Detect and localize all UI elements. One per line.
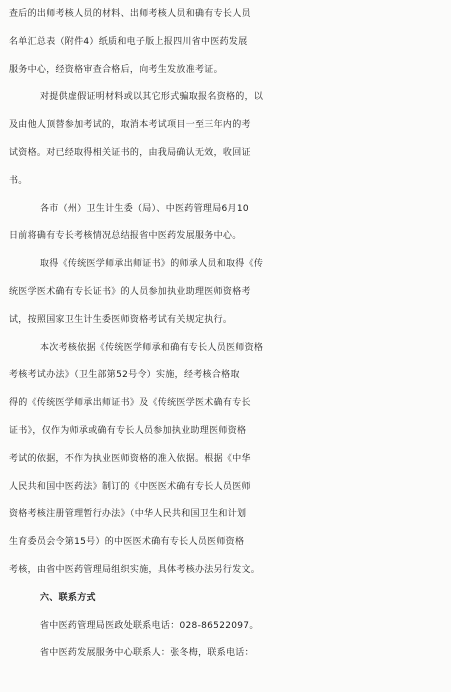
section-heading: 六、联系方式 [40,592,96,603]
text-line: 书。 [9,175,28,186]
text-line: 名单汇总表（附件4）纸质和电子版上报四川省中医药发展 [9,36,248,47]
text-line: 得的《传统医学师承出师证书》及《传统医学医术确有专长 [9,398,251,409]
text-line: 生育委员会令第15号）的中医医术确有专长人员医师资格 [9,537,245,548]
text-line: 日前将确有专长考核情况总结报省中医药发展服务中心。 [9,231,242,242]
text-line: 对提供虚假证明材料或以其它形式骗取报名资格的，以 [40,92,264,103]
text-line: 试，按照国家卫生计生委医师资格考试有关规定执行。 [9,314,233,325]
text-line: 证书》，仅作为师承或确有专长人员参加执业助理医师资格 [9,426,247,436]
text-line: 服务中心，经资格审查合格后，向考生发放准考证。 [9,64,223,75]
text-line: 省中医药管理局医政处联系电话：028-86522097。 [40,620,259,631]
text-line: 考试的依据，不作为执业医师资格的准入依据。根据《中华 [9,453,251,464]
text-line: 省中医药发展服务中心联系人：张冬梅，联系电话： [40,648,254,659]
text-line: 各市（州）卫生计生委（局）、中医药管理局6月10 [40,203,249,214]
text-line: 试资格。对已经取得相关证书的，由我局确认无效，收回证 [9,148,251,158]
text-line: 考核，由省中医药管理局组织实施，具体考核办法另行发文。 [9,565,261,575]
text-line: 取得《传统医学师承出师证书》的师承人员和取得《传 [40,259,264,270]
text-line: 资格考核注册管理暂行办法》（中华人民共和国卫生和计划 [9,509,247,520]
text-line: 人民共和国中医药法》制订的《中医医术确有专长人员医师 [9,481,251,492]
text-line: 统医学医术确有专长证书》的人员参加执业助理医师资格考 [9,287,251,297]
text-line: 查后的出师考核人员的材料、出师考核人员和确有专长人员 [9,9,251,19]
text-line: 本次考核依据《传统医学师承和确有专长人员医师资格 [40,342,264,353]
text-line: 及由他人顶替参加考试的，取消本考试项目一至三年内的考 [9,120,251,131]
text-line: 考核考试办法》（卫生部第52号令）实施，经考核合格取 [9,370,240,381]
